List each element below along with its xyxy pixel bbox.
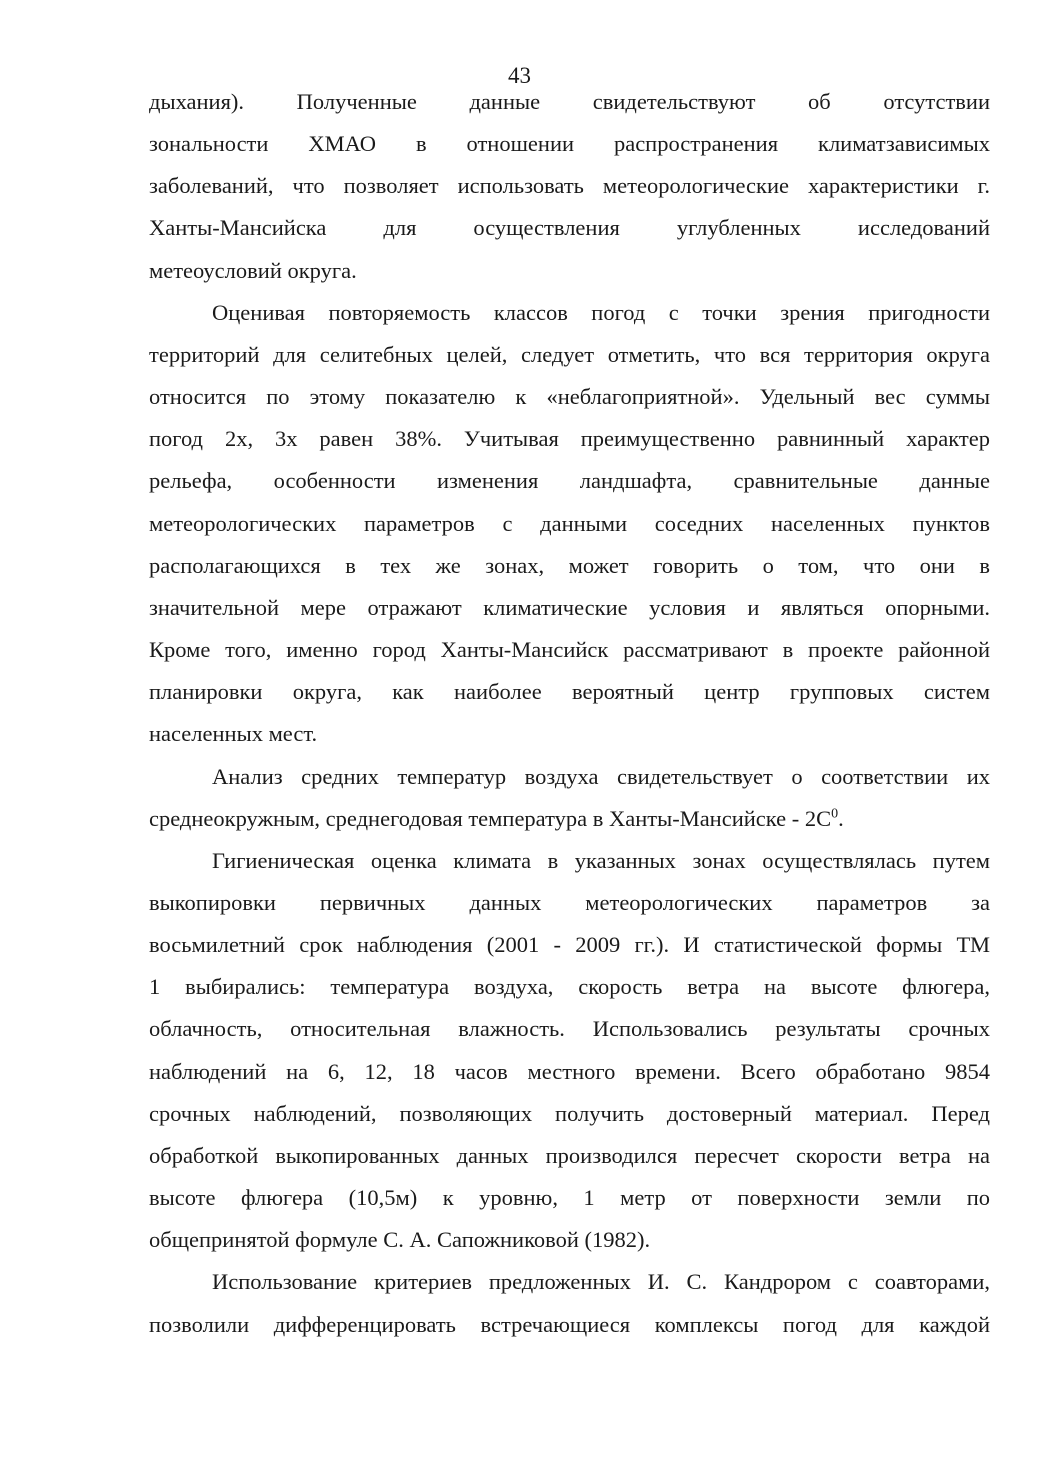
- text-line: дыхания). Полученные данные свидетельствуют об отсутствии: [149, 89, 990, 114]
- text-line: располагающихся в тех же зонах, может говорить о том, что они в: [149, 552, 990, 578]
- text-line: относится по этому показателю к «неблагоприятной». Удельный вес суммы: [149, 384, 990, 410]
- text-line: метеорологических параметров с данными соседних населенных пунктов: [149, 510, 990, 536]
- text-line: Кроме того, именно город Ханты-Мансийск рассматривают в проекте районной: [149, 637, 990, 663]
- text-line: облачность, относительная влажность. Использовались результаты срочных: [149, 1016, 990, 1042]
- text-line: населенных мест.: [149, 721, 318, 747]
- text-line: Использование критериев предложенных И. С. Кандрором с соавторами,: [212, 1269, 990, 1295]
- text-line: выкопировки первичных данных метеорологических параметров за: [149, 889, 990, 915]
- text-line: планировки округа, как наиболее вероятный центр групповых систем: [149, 679, 990, 705]
- superscript-degree: 0: [831, 806, 839, 822]
- page-number: 43: [508, 63, 531, 88]
- text-line: обработкой выкопированных данных производился пересчет скорости ветра на: [149, 1142, 990, 1168]
- text-line: Ханты-Мансийска для осуществления углубленных исследований: [149, 215, 990, 241]
- text-line: значительной мере отражают климатические условия и являться опорными.: [149, 594, 990, 620]
- text-line: метеоусловий округа.: [149, 257, 357, 283]
- paragraph-3: [149, 756, 990, 840]
- text-line: срочных наблюдений, позволяющих получить достоверный материал. Перед: [149, 1100, 990, 1126]
- document-body: [149, 81, 990, 1346]
- text-line: наблюдений на 6, 12, 18 часов местного времени. Всего обработано 9854: [149, 1058, 990, 1084]
- text-line-with-superscript: [149, 798, 990, 840]
- text-line: зональности ХМАО в отношении распространения климатзависимых: [149, 131, 990, 157]
- text-line: погод 2х, 3х равен 38%. Учитывая преимущественно равнинный характер: [149, 426, 990, 452]
- text-line: Гигиеническая оценка климата в указанных зонах осуществлялась путем: [212, 847, 990, 873]
- paragraph-2: [149, 292, 990, 756]
- text-line: территорий для селитебных целей, следует отметить, что вся территория округа: [149, 341, 990, 367]
- text-line: 1 выбирались: температура воздуха, скорость ветра на высоте флюгера,: [149, 974, 990, 1000]
- text-fragment: .: [838, 805, 844, 831]
- text-fragment: среднеокружным, среднегодовая температура в Ханты-Мансийске - 2С: [149, 805, 832, 831]
- text-line: высоте флюгера (10,5м) к уровню, 1 метр от поверхности земли по: [149, 1185, 990, 1211]
- text-line: Анализ средних температур воздуха свидетельствует о соответствии их: [212, 763, 990, 789]
- text-line: рельефа, особенности изменения ландшафта, сравнительные данные: [149, 468, 990, 494]
- paragraph-4: [149, 840, 990, 1262]
- text-line: Оценивая повторяемость классов погод с точки зрения пригодности: [212, 299, 990, 325]
- text-line: заболеваний, что позволяет использовать метеорологические характеристики г.: [149, 173, 990, 199]
- text-line: восьмилетний срок наблюдения (2001 - 2009 гг.). И статистической формы ТМ: [149, 932, 990, 958]
- paragraph-5: [149, 1261, 990, 1345]
- text-line: общепринятой формуле С. А. Сапожниковой (1982).: [149, 1227, 651, 1253]
- text-line: позволили дифференцировать встречающиеся комплексы погод для каждой: [149, 1311, 990, 1337]
- paragraph-1: [149, 81, 990, 292]
